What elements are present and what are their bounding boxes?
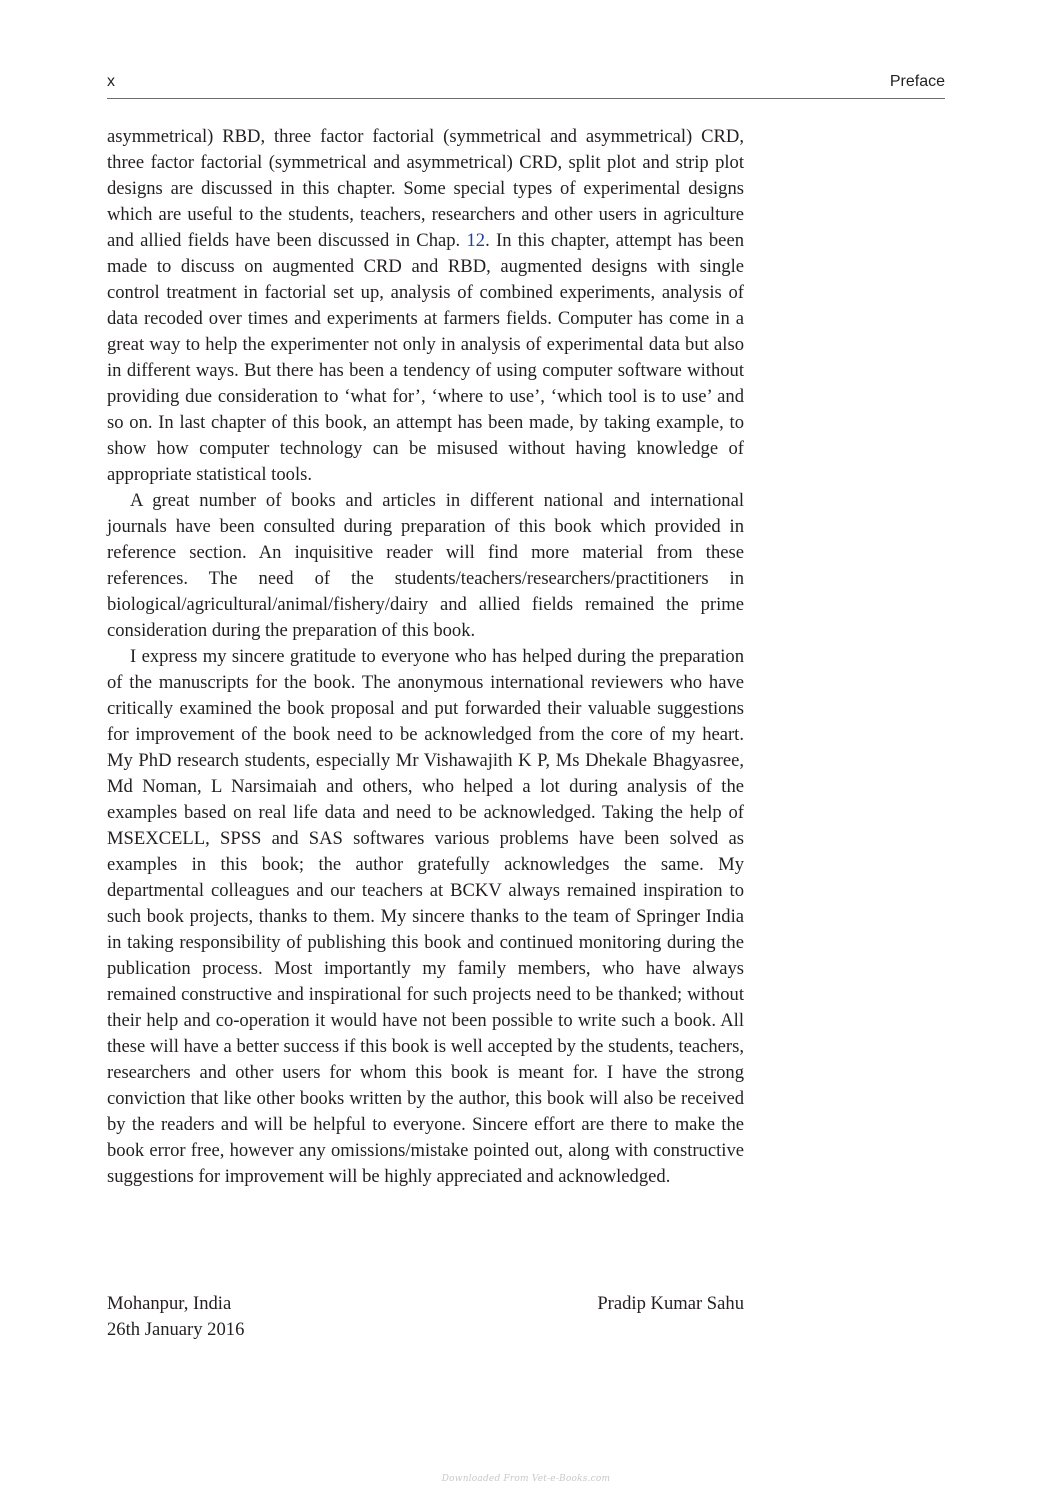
chapter-12-link[interactable]: 12: [466, 230, 486, 251]
running-head: Preface: [889, 73, 945, 90]
paragraph-1-text-end: . In this chapter, attempt has been made to discuss on augmented CRD and RBD, augmented designs with single control treatment in factorial set up, analysis of combined experiments, analysis of data recoded over times and experiments at farmers fields. Computer has come in a great way to help the experimenter not only in analysis of experimental data but also in different ways. But there has been a tendency of using computer software without providing due consideration to ‘what for’, ‘where to use’, ‘which tool is to use’ and so on. In last chapter of this book, an attempt has been made, by taking example, to show how computer technology can be misused without having knowledge of appropriate statistical tools.: [107, 230, 744, 485]
paragraph-3: I express my sincere gratitude to everyone who has helped during the preparation of the manuscripts for the book. The anonymous international reviewers who have critically examined the book proposal and put forwarded their valuable suggestions for improvement of the book need to be acknowledged from the core of my heart. My PhD research students, especially Mr Vishawajith K P, Ms Dhekale Bhagyasree, Md Noman, L Narsimaiah and others, who helped a lot during analysis of the examples based on real life data and need to be acknowledged. Taking the help of MSEXCELL, SPSS and SAS softwares various problems have been solved as examples in this book; the author gratefully acknowledges the same. My departmental colleagues and our teachers at BCKV always remained inspiration to such book projects, thanks to them. My sincere thanks to the team of Springer India in taking responsibility of publishing this book and continued monitoring during the publication process. Most importantly my family members, who have always remained constructive and inspirational for such projects need to be thanked; without their help and co-operation it would have not been possible to write such a book. All these will have a better success if this book is well accepted by the students, teachers, researchers and other users for whom this book is meant for. I have the strong conviction that like other books written by the author, this book will also be received by the readers and will be helpful to everyone. Sincere effort are there to make the book error free, however any omissions/mistake pointed out, along with constructive suggestions for improvement will be highly appreciated and acknowledged.: [107, 646, 744, 1187]
paragraph-1-text-start: asymmetrical) RBD, three factor factorial (symmetrical and asymmetrical) CRD, three factor factorial (symmetrical and asymmetrical) CRD, split plot and strip plot designs are discussed in this chapter. Some special types of experimental designs which are useful to the students, teachers, researchers and other users in agriculture and allied fields have been discussed in Chap.: [107, 126, 744, 251]
signoff-place-date: [107, 1291, 244, 1343]
download-watermark: Downloaded From Vet-e-Books.com: [441, 1474, 611, 1484]
paragraph-1: [107, 124, 744, 488]
paragraph-2: A great number of books and articles in different national and international journals have been consulted during preparation of this book which provided in reference section. An inquisitive reader will find more material from these references. The need of the students/teachers/researchers/​practitioners in biological/agricultural/animal/fishery/dairy and allied fields remained the prime consideration during the preparation of this book.: [107, 490, 744, 641]
signoff-author: Pradip Kumar Sahu: [597, 1293, 744, 1314]
page-header: [107, 72, 945, 99]
signoff-place: Mohanpur, India: [107, 1293, 232, 1314]
page-number: x: [107, 73, 115, 90]
preface-body: [107, 124, 744, 1190]
signoff-date: 26th January 2016: [107, 1319, 245, 1340]
